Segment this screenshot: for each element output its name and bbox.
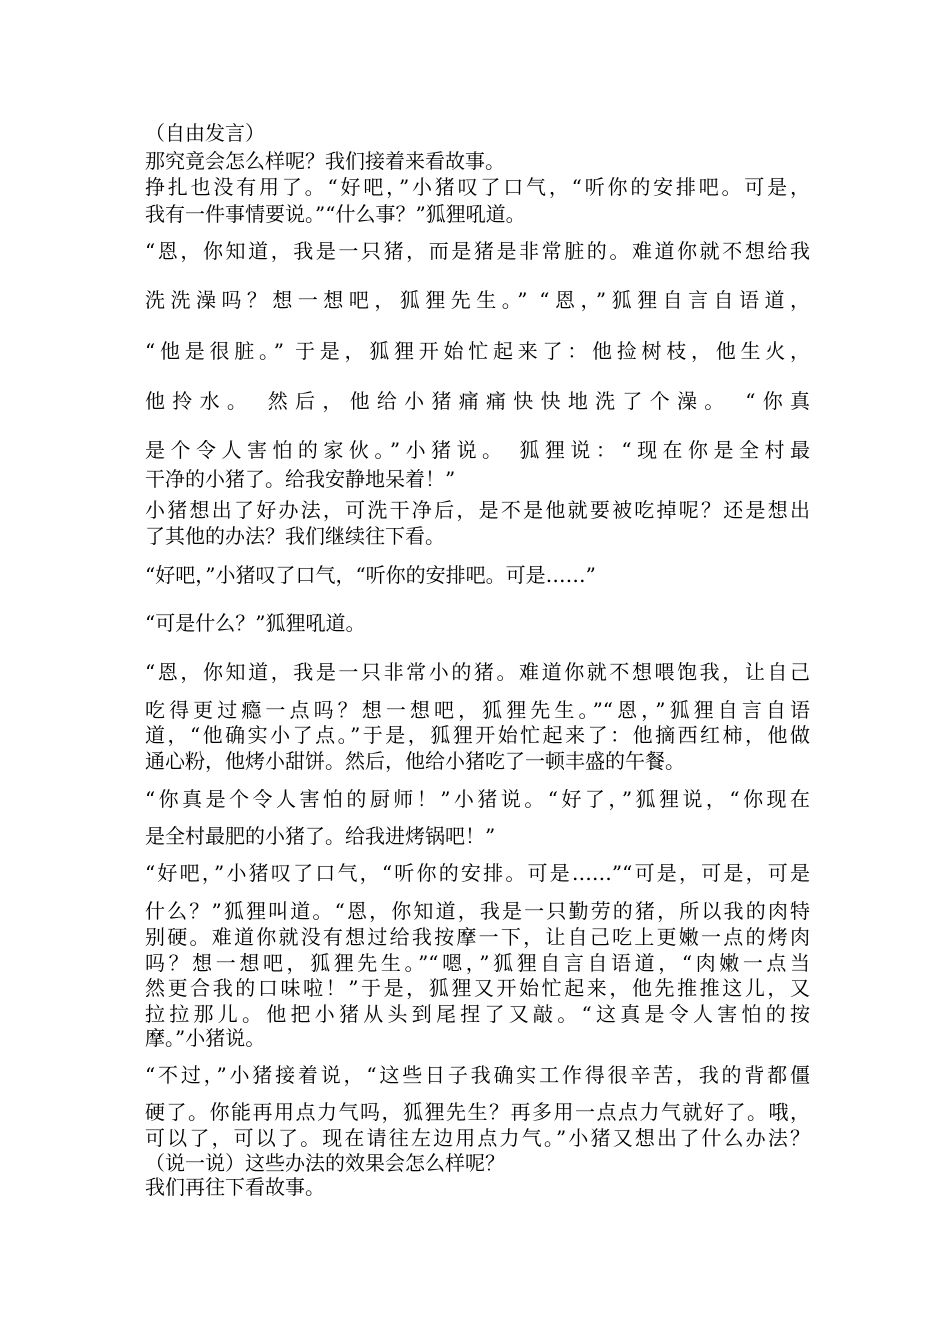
text-line: 通心粉，他烤小甜饼。然后，他给小猪吃了一顿丰盛的午餐。 <box>145 749 685 773</box>
text-line: 别硬。难道你就没有想过给我按摩一下，让自己吃上更嫩一点的烤肉 <box>145 925 810 949</box>
text-line: 摩。”小猪说。 <box>145 1026 266 1050</box>
text-line: （说一说）这些办法的效果会怎么样呢？ <box>145 1151 505 1175</box>
text-line: 是全村最肥的小猪了。给我进烤锅吧！” <box>145 824 496 848</box>
text-line: “好吧，”小猪叹了口气，“听你的安排。可是……”“可是，可是，可是 <box>145 861 810 885</box>
text-line: “恩，你知道，我是一只猪，而是猪是非常脏的。难道你就不想给我 <box>145 239 810 263</box>
text-line: 小猪想出了好办法，可洗干净后，是不是他就要被吃掉呢？还是想出 <box>145 498 810 522</box>
text-line: 吃得更过瘾一点吗？想一想吧，狐狸先生。”“恩，”狐狸自言自语 <box>145 698 810 722</box>
text-line: 洗洗澡吗？想一想吧，狐狸先生。” “恩，”狐狸自言自语道， <box>145 288 810 312</box>
text-line: 什么？”狐狸叫道。“恩，你知道，我是一只勤劳的猪，所以我的肉特 <box>145 899 810 923</box>
text-line: 挣扎也没有用了。“好吧，”小猪叹了口气，“听你的安排吧。可是， <box>145 175 810 199</box>
text-line: 他拎水。 然后，他给小猪痛痛快快地洗了个澡。 “你真 <box>145 389 810 413</box>
text-line: 道，“他确实小了点。”于是，狐狸开始忙起来了：他摘西红柿，他做 <box>145 723 810 747</box>
text-line: “你真是个令人害怕的厨师！”小猪说。“好了，”狐狸说，“你现在 <box>145 787 810 811</box>
text-line: “可是什么？”狐狸吼道。 <box>145 611 366 635</box>
text-line: 那究竟会怎么样呢？我们接着来看故事。 <box>145 149 505 173</box>
text-line: 我有一件事情要说。”“什么事？”狐狸吼道。 <box>145 202 526 226</box>
text-line: “他是很脏。” 于是，狐狸开始忙起来了：他捡树枝，他生火， <box>145 339 810 363</box>
text-line: 硬了。你能再用点力气吗，狐狸先生？再多用一点点力气就好了。哦， <box>145 1100 810 1124</box>
text-line: 是个令人害怕的家伙。”小猪说。 狐狸说：“现在你是全村最 <box>145 438 810 462</box>
text-line: “不过，”小猪接着说，“这些日子我确实工作得很辛苦，我的背都僵 <box>145 1063 810 1087</box>
text-line: 干净的小猪了。给我安静地呆着！” <box>145 467 456 491</box>
text-line: 然更合我的口味啦！”于是，狐狸又开始忙起来，他先推推这儿，又 <box>145 976 810 1000</box>
text-line: 我们再往下看故事。 <box>145 1175 325 1199</box>
text-line: “好吧，”小猪叹了口气，“听你的安排吧。可是……” <box>145 563 596 587</box>
text-line: “恩，你知道，我是一只非常小的猪。难道你就不想喂饱我，让自己 <box>145 660 810 684</box>
text-line: 可以了，可以了。现在请往左边用点力气。”小猪又想出了什么办法？ <box>145 1126 810 1150</box>
text-line: （自由发言） <box>145 121 265 145</box>
text-line: 吗？想一想吧，狐狸先生。”“嗯，”狐狸自言自语道，“肉嫩一点当 <box>145 951 810 975</box>
text-line: 拉拉那儿。他把小猪从头到尾捏了又敲。“这真是令人害怕的按 <box>145 1002 810 1026</box>
text-line: 了其他的办法？我们继续往下看。 <box>145 524 445 548</box>
